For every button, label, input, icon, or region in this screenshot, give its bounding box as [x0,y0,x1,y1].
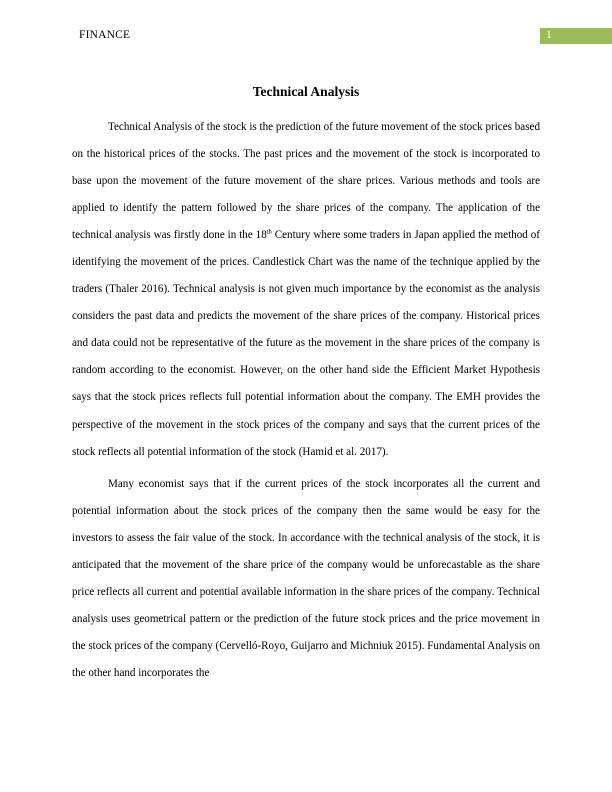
ordinal-suffix: th [266,228,272,236]
document-title: Technical Analysis [252,84,360,99]
paragraph-1-text-start: Technical Analysis of the stock is the prediction of the future movement of the stock prices based on the historical prices of the stocks. The past prices and the movement of the stock is incorporated to base upon the movement of the future movement of the share prices. Various methods and tools are applied to identify the pattern followed by the share prices of the company. The application of the technical analysis was firstly done in the 18 [72,121,540,242]
page-number: 1 [546,29,552,41]
running-head: FINANCE [79,29,131,41]
paragraph-1-text-end: Century where some traders in Japan applied the method of identifying the movement of the prices. Candlestick Chart was the name of the technique applied by the traders (Thaler 2016). Technical analysis is not given much importance by the economist as the analysis considers the past data and predicts the movement of the share prices of the company. Historical prices and data could not be representative of the future as the movement in the share prices of the company is random according to the economist. However, on the other hand side the Efficient Market Hypothesis says that the stock prices reflects full potential information about the company. The EMH provides the perspective of the movement in the stock prices of the company and says that the current prices of the stock reflects all potential information of the stock (Hamid et al. 2017). [72,229,540,458]
paragraph-2: Many economist says that if the current prices of the stock incorporates all the current and potential information about the stock prices of the company then the same would be easy for the investors to assess the fair value of the stock. In accordance with the technical analysis of the stock, it is anticipated that the movement of the share price of the company would be unforecastable as the share price reflects all current and potential available information in the share prices of the company. Technical analysis uses geometrical pattern or the prediction of the future stock prices and the price movement in the stock prices of the company (Cervelló-Royo, Guijarro and Michniuk 2015). Fundamental Analysis on the other hand incorporates the [72,478,541,680]
page-number-badge [540,28,612,44]
document-body [72,114,540,687]
paragraph-1 [72,114,540,466]
